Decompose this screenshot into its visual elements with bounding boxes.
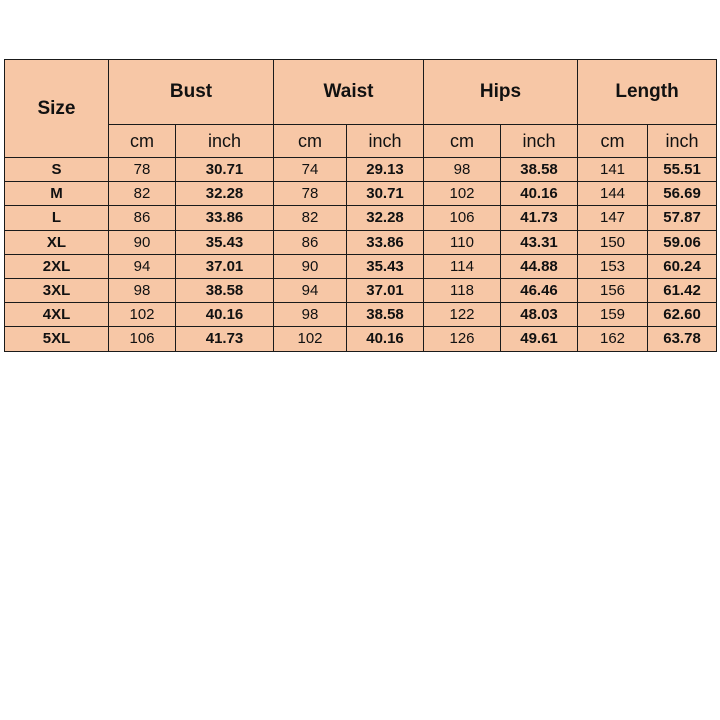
inch-value-cell: 43.31	[501, 230, 578, 254]
unit-header: cm	[578, 125, 648, 158]
inch-value-cell: 37.01	[347, 278, 424, 302]
inch-value-cell: 49.61	[501, 327, 578, 351]
cm-value-cell: 147	[578, 206, 648, 230]
cm-value-cell: 110	[424, 230, 501, 254]
size-label: 4XL	[5, 303, 109, 327]
inch-value-cell: 37.01	[176, 254, 274, 278]
cm-value-cell: 153	[578, 254, 648, 278]
cm-value-cell: 90	[109, 230, 176, 254]
inch-value-cell: 40.16	[347, 327, 424, 351]
table-row	[5, 254, 717, 278]
unit-header: cm	[274, 125, 347, 158]
cm-value-cell: 162	[578, 327, 648, 351]
cm-value-cell: 102	[274, 327, 347, 351]
unit-header: inch	[648, 125, 717, 158]
size-label: M	[5, 182, 109, 206]
cm-value-cell: 82	[109, 182, 176, 206]
inch-value-cell: 40.16	[501, 182, 578, 206]
cm-value-cell: 122	[424, 303, 501, 327]
cm-value-cell: 150	[578, 230, 648, 254]
cm-value-cell: 98	[424, 158, 501, 182]
size-label: L	[5, 206, 109, 230]
size-column-header: Size	[5, 60, 109, 158]
table-row	[5, 158, 717, 182]
inch-value-cell: 32.28	[347, 206, 424, 230]
inch-value-cell: 56.69	[648, 182, 717, 206]
cm-value-cell: 156	[578, 278, 648, 302]
cm-value-cell: 78	[274, 182, 347, 206]
cm-value-cell: 102	[109, 303, 176, 327]
cm-value-cell: 94	[109, 254, 176, 278]
inch-value-cell: 61.42	[648, 278, 717, 302]
cm-value-cell: 98	[274, 303, 347, 327]
size-label: XL	[5, 230, 109, 254]
unit-header: inch	[347, 125, 424, 158]
cm-value-cell: 86	[274, 230, 347, 254]
unit-header: cm	[424, 125, 501, 158]
inch-value-cell: 40.16	[176, 303, 274, 327]
inch-value-cell: 35.43	[347, 254, 424, 278]
inch-value-cell: 59.06	[648, 230, 717, 254]
size-chart-body	[5, 158, 717, 352]
cm-value-cell: 118	[424, 278, 501, 302]
size-label: 3XL	[5, 278, 109, 302]
inch-value-cell: 38.58	[501, 158, 578, 182]
inch-value-cell: 48.03	[501, 303, 578, 327]
cm-value-cell: 102	[424, 182, 501, 206]
inch-value-cell: 29.13	[347, 158, 424, 182]
header-row-groups	[5, 60, 717, 125]
inch-value-cell: 46.46	[501, 278, 578, 302]
cm-value-cell: 144	[578, 182, 648, 206]
inch-value-cell: 60.24	[648, 254, 717, 278]
table-row	[5, 206, 717, 230]
table-row	[5, 327, 717, 351]
inch-value-cell: 38.58	[347, 303, 424, 327]
cm-value-cell: 106	[109, 327, 176, 351]
cm-value-cell: 82	[274, 206, 347, 230]
header-row-units	[5, 125, 717, 158]
size-label: 5XL	[5, 327, 109, 351]
cm-value-cell: 86	[109, 206, 176, 230]
inch-value-cell: 33.86	[347, 230, 424, 254]
table-row	[5, 278, 717, 302]
cm-value-cell: 106	[424, 206, 501, 230]
cm-value-cell: 90	[274, 254, 347, 278]
unit-header: inch	[176, 125, 274, 158]
unit-header: cm	[109, 125, 176, 158]
inch-value-cell: 62.60	[648, 303, 717, 327]
cm-value-cell: 94	[274, 278, 347, 302]
inch-value-cell: 44.88	[501, 254, 578, 278]
waist-header: Waist	[274, 60, 424, 125]
inch-value-cell: 55.51	[648, 158, 717, 182]
table-row	[5, 230, 717, 254]
inch-value-cell: 30.71	[176, 158, 274, 182]
inch-value-cell: 35.43	[176, 230, 274, 254]
hips-header: Hips	[424, 60, 578, 125]
inch-value-cell: 63.78	[648, 327, 717, 351]
inch-value-cell: 33.86	[176, 206, 274, 230]
size-chart-table	[4, 59, 717, 352]
inch-value-cell: 30.71	[347, 182, 424, 206]
length-header: Length	[578, 60, 717, 125]
cm-value-cell: 74	[274, 158, 347, 182]
size-label: S	[5, 158, 109, 182]
size-label: 2XL	[5, 254, 109, 278]
table-row	[5, 303, 717, 327]
table-row	[5, 182, 717, 206]
unit-header: inch	[501, 125, 578, 158]
cm-value-cell: 98	[109, 278, 176, 302]
cm-value-cell: 114	[424, 254, 501, 278]
inch-value-cell: 32.28	[176, 182, 274, 206]
inch-value-cell: 41.73	[501, 206, 578, 230]
inch-value-cell: 57.87	[648, 206, 717, 230]
inch-value-cell: 41.73	[176, 327, 274, 351]
cm-value-cell: 159	[578, 303, 648, 327]
cm-value-cell: 141	[578, 158, 648, 182]
inch-value-cell: 38.58	[176, 278, 274, 302]
bust-header: Bust	[109, 60, 274, 125]
cm-value-cell: 126	[424, 327, 501, 351]
cm-value-cell: 78	[109, 158, 176, 182]
